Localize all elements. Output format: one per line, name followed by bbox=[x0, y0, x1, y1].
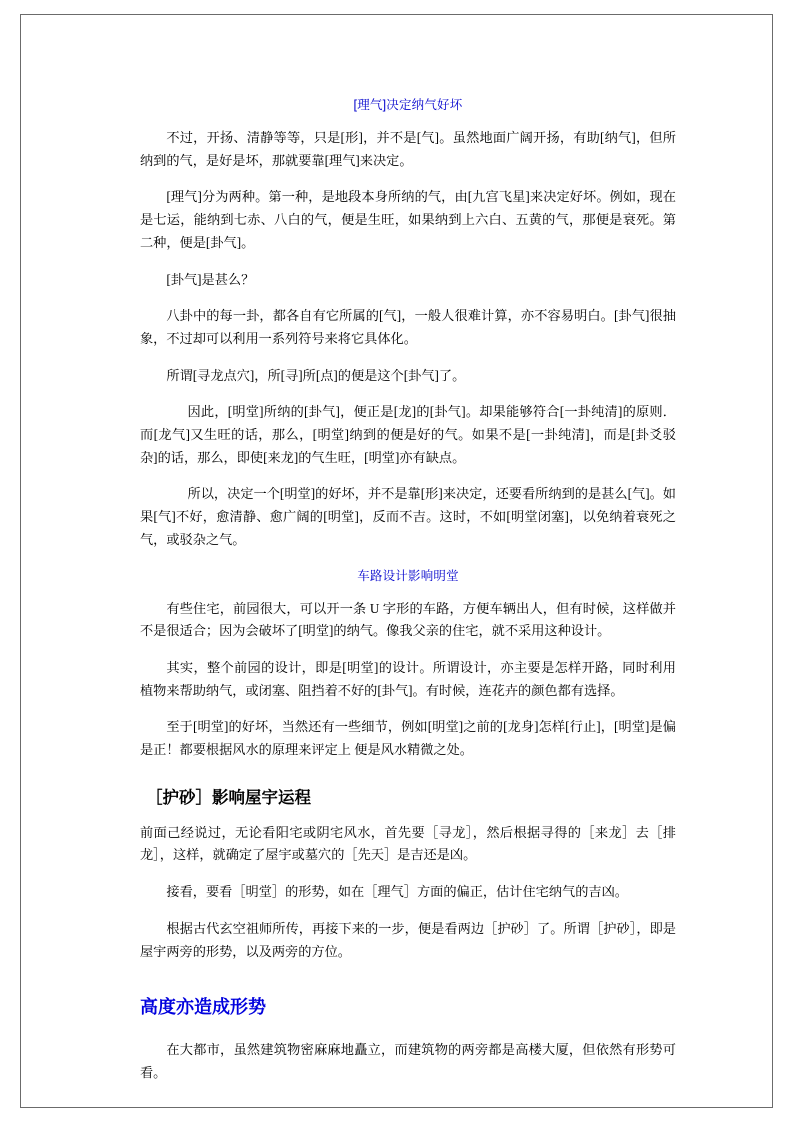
section-heading-road-design: 车路设计影响明堂 bbox=[357, 568, 459, 583]
paragraph: 接看，要看［明堂］的形势，如在［理气］方面的偏正，估计住宅纳气的吉凶。 bbox=[166, 884, 628, 900]
paragraph: 八卦中的每一卦，都各自有它所属的[气]，一般人很难计算，亦不容易明白。[卦气]很抽象，不过却可以利用一系列符号来将它具体化。 bbox=[140, 308, 676, 346]
paragraph: 在大都市，虽然建筑物密麻麻地矗立，而建筑物的两旁都是高楼大厦，但依然有形势可看。 bbox=[140, 1042, 676, 1080]
paragraph: 不过，开扬、清静等等，只是[形]，并不是[气]。虽然地面广阔开扬，有助[纳气]，但所纳到的气，是好是坏，那就要靠[理气]来决定。 bbox=[140, 130, 676, 168]
paragraph: 有些住宅，前园很大，可以开一条 U 字形的车路，方便车辆出人，但有时候，这样做并不是很适合；因为会破坏了[明堂]的纳气。像我父亲的住宅，就不采用这种设计。 bbox=[140, 600, 676, 639]
section-heading-liqi: [理气]决定纳气好坏 bbox=[353, 98, 463, 112]
section-heading-height: 高度亦造成形势 bbox=[140, 997, 266, 1018]
paragraph: [理气]分为两种。第一种，是地段本身所纳的气，由[九宫飞星]来决定好坏。例如，现在是七运，能纳到七赤、八白的气，便是生旺，如果纳到上六白、五黄的气，那便是衰死。第二种，便是[卦气]。 bbox=[140, 189, 676, 250]
section-heading-husha: ［护砂］影响屋宇运程 bbox=[146, 788, 311, 807]
paragraph: 所以，决定一个[明堂]的好坏，并不是靠[形]来决定，还要看所纳到的是甚么[气]。如果[气]不好，愈清静、愈广阔的[明堂]，反而不吉。这时，不如[明堂闭塞]，以免纳着衰死之气，或驳杂之气。 bbox=[140, 486, 676, 547]
paragraph: 根据古代玄空祖师所传，再接下来的一步，便是看两边［护砂］了。所谓［护砂］，即是屋宇两旁的形势，以及两旁的方位。 bbox=[140, 920, 676, 959]
paragraph: 其实，整个前园的设计，即是[明堂]的设计。所谓设计，亦主要是怎样开路，同时利用植物来帮助纳气，或闭塞、阻挡着不好的[卦气]。有时候，连花卉的颜色都有选择。 bbox=[140, 659, 676, 698]
paragraph: 因此，[明堂]所纳的[卦气]，便正是[龙]的[卦气]。却果能够符合[一卦纯清]的原则．而[龙气]又生旺的话，那么，[明堂]纳到的便是好的气。如果不是[一卦纯清]，而是[卦爻驳杂]的话，那么，即使[来龙]的气生旺，[明堂]亦有缺点。 bbox=[140, 404, 676, 465]
paragraph: [卦气]是甚么？ bbox=[166, 271, 255, 287]
paragraph: 前面己经说过，无论看阳宅或阴宅风水，首先要［寻龙］，然后根据寻得的［来龙］去［排龙］，这样，就确定了屋宇或墓穴的［先天］是吉还是凶。 bbox=[140, 824, 676, 863]
paragraph: 至于[明堂]的好坏，当然还有一些细节，例如[明堂]之前的[龙身]怎样[行止]，[明堂]是偏是正！都要根据风水的原理来评定上 便是风水精微之处。 bbox=[140, 719, 676, 758]
document-body bbox=[140, 95, 676, 1099]
paragraph: 所谓[寻龙点穴]，所[寻]所[点]的便是这个[卦气]了。 bbox=[166, 367, 466, 383]
